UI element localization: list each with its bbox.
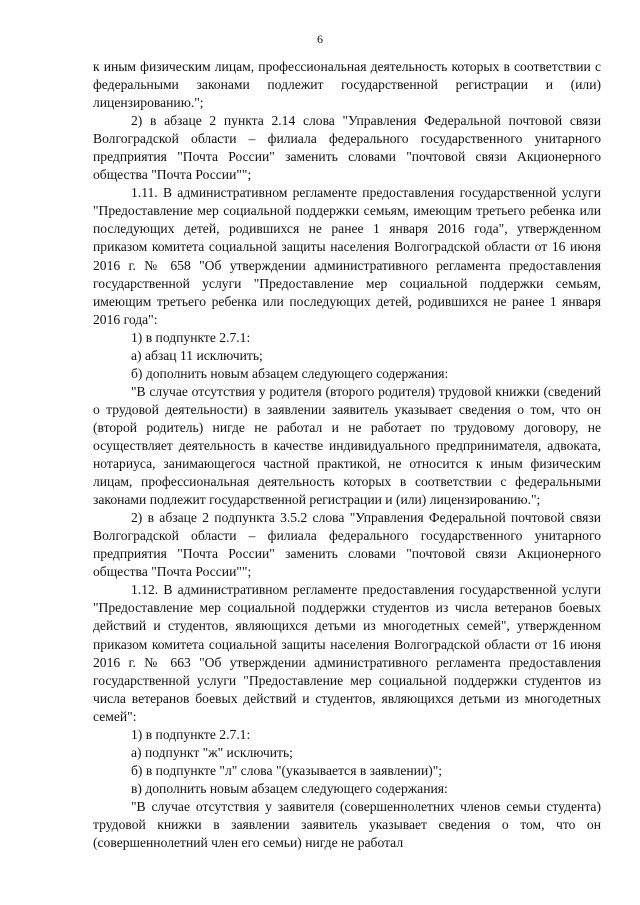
paragraph-subitem: б) в подпункте "л" слова "(указывается в заявлении)";: [131, 762, 443, 778]
paragraph-subitem: в) дополнить новым абзацем следующего содержания:: [131, 780, 448, 796]
paragraph-subitem: а) подпункт "ж" исключить;: [131, 744, 293, 760]
paragraph-subitem: а) абзац 11 исключить;: [131, 347, 263, 363]
paragraph-quote: "В случае отсутствия у родителя (второго родителя) трудовой книжки (сведений о трудовой деятельности) в заявлении заявитель указывает сведения о том, что он (второй родитель) нигде не работал и не работает по трудовому договору, не осуществляет деятельность в качестве индивидуального предпринимателя, адвоката, нотариуса, занимающегося частной практикой, не относится к иным физическим лицам, профессиональная деятельность которых в соответствии с федеральными законами подлежит государственной регистрации и (или) лицензированию.";: [93, 383, 601, 508]
page-number: 6: [317, 32, 323, 46]
paragraph-subitem: 1) в подпункте 2.7.1:: [131, 329, 251, 345]
paragraph-section-1-12: 1.12. В административном регламенте предоставления государственной услуги "Предоставление мер социальной поддержки студентов из числа ветеранов боевых действий и студентов, являющихся детьми из многодетных семей", утвержденном приказом комитета социальной защиты населения Волгоградской области от 16 июня 2016 г. № 663 "Об утверждении административного регламента предоставления государственной услуги "Предоставление мер социальной поддержки студентов из числа ветеранов боевых действий и студентов, являющихся детьми из многодетных семей":: [93, 582, 601, 724]
paragraph-item-2: 2) в абзаце 2 подпункта 3.5.2 слова "Управления Федеральной почтовой связи Волгоградской области – филиала федерального государственного унитарного предприятия "Почта России" заменить словами "почтовой связи Акционерного общества "Почта России"";: [93, 510, 601, 580]
paragraph-section-1-11: 1.11. В административном регламенте предоставления государственной услуги "Предоставление мер социальной поддержки семьям, имеющим третьего ребенка или последующих детей, родившихся не ранее 1 января 2016 года", утвержденном приказом комитета социальной защиты населения Волгоградской области от 16 июня 2016 г. № 658 "Об утверждении административного регламента предоставления государственной услуги "Предоставление мер социальной поддержки семьям, имеющим третьего ребенка или последующих детей, родившихся не ранее 1 января 2016 года":: [93, 185, 601, 327]
paragraph-subitem: б) дополнить новым абзацем следующего содержания:: [131, 365, 449, 381]
document-body: [93, 58, 601, 852]
paragraph-item-2: 2) в абзаце 2 пункта 2.14 слова "Управления Федеральной почтовой связи Волгоградской области – филиала федерального государственного унитарного предприятия "Почта России" заменить словами "почтовой связи Акционерного общества "Почта России"";: [93, 113, 601, 183]
paragraph-quote: "В случае отсутствия у заявителя (совершеннолетних членов семьи студента) трудовой книжки в заявлении заявитель указывает сведения о том, что он (совершеннолетний член его семьи) нигде не работал: [93, 798, 601, 851]
paragraph-subitem: 1) в подпункте 2.7.1:: [131, 726, 251, 742]
paragraph-continuation: к иным физическим лицам, профессиональная деятельность которых в соответствии с федеральными законами подлежит государственной регистрации и (или) лицензированию.";: [93, 59, 601, 111]
